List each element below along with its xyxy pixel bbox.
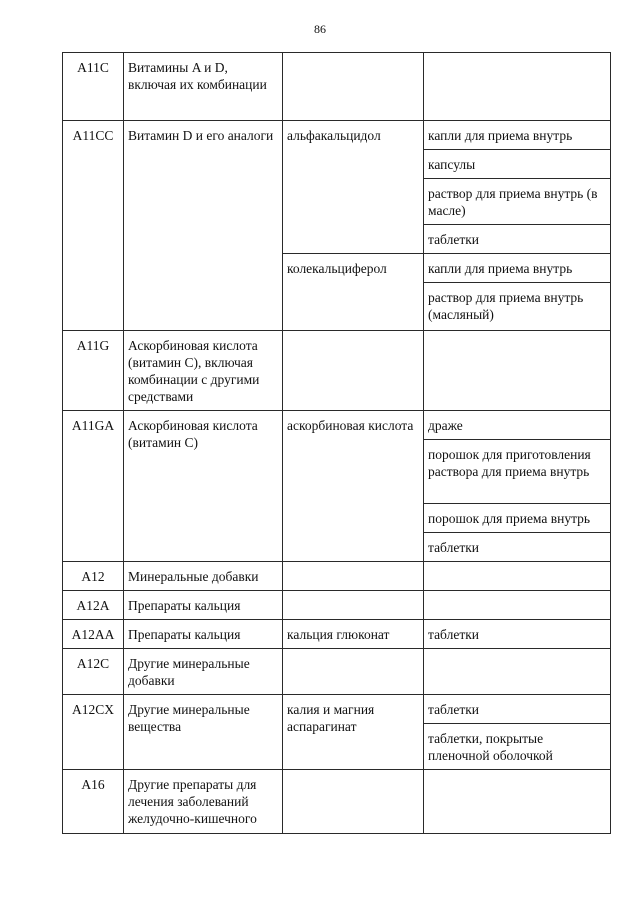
table-row bbox=[63, 649, 611, 695]
page-number: 86 bbox=[314, 22, 326, 36]
table-row bbox=[63, 562, 611, 591]
dosage-form-cell bbox=[424, 591, 611, 620]
substance-cell: аскорбиновая кислота bbox=[283, 411, 424, 562]
dosage-form-cell bbox=[424, 649, 611, 695]
group-name-cell: Аскорбиновая кислота (витамин C), включая комбинации с другими средствами bbox=[124, 331, 283, 411]
dosage-form-cell: таблетки, покрытые пленочной оболочкой bbox=[424, 724, 611, 770]
substance-cell bbox=[283, 331, 424, 411]
group-name-cell: Витамин D и его аналоги bbox=[124, 121, 283, 331]
atc-code-cell: A12A bbox=[63, 591, 124, 620]
group-name-cell: Другие минеральные добавки bbox=[124, 649, 283, 695]
dosage-form-cell bbox=[424, 770, 611, 834]
substance-cell: альфакальцидол bbox=[283, 121, 424, 254]
atc-code-cell: A12 bbox=[63, 562, 124, 591]
dosage-form-cell bbox=[424, 53, 611, 121]
dosage-form-cell: таблетки bbox=[424, 695, 611, 724]
table-row bbox=[63, 695, 611, 724]
dosage-form-cell: драже bbox=[424, 411, 611, 440]
table-row bbox=[63, 770, 611, 834]
atc-code-cell: A11CC bbox=[63, 121, 124, 331]
dosage-form-cell: раствор для приема внутрь (масляный) bbox=[424, 283, 611, 331]
dosage-form-cell bbox=[424, 562, 611, 591]
group-name-cell: Аскорбиновая кислота (витамин C) bbox=[124, 411, 283, 562]
dosage-form-cell: капли для приема внутрь bbox=[424, 254, 611, 283]
atc-code-cell: A11GA bbox=[63, 411, 124, 562]
table-row bbox=[63, 53, 611, 121]
dosage-form-cell: порошок для приготовления раствора для приема внутрь bbox=[424, 440, 611, 504]
substance-cell bbox=[283, 562, 424, 591]
substance-cell bbox=[283, 770, 424, 834]
group-name-cell: Препараты кальция bbox=[124, 620, 283, 649]
atc-code-cell: A11C bbox=[63, 53, 124, 121]
dosage-form-cell: порошок для приема внутрь bbox=[424, 504, 611, 533]
table-row bbox=[63, 121, 611, 150]
atc-code-cell: A16 bbox=[63, 770, 124, 834]
substance-cell bbox=[283, 649, 424, 695]
substance-cell bbox=[283, 53, 424, 121]
table-row bbox=[63, 620, 611, 649]
group-name-cell: Другие препараты для лечения заболеваний желудочно-кишечного bbox=[124, 770, 283, 834]
dosage-form-cell: таблетки bbox=[424, 225, 611, 254]
substance-cell bbox=[283, 591, 424, 620]
atc-code-cell: A12AA bbox=[63, 620, 124, 649]
substance-cell: калия и магния аспарагинат bbox=[283, 695, 424, 770]
drug-table-body bbox=[63, 53, 611, 834]
group-name-cell: Минеральные добавки bbox=[124, 562, 283, 591]
group-name-cell: Препараты кальция bbox=[124, 591, 283, 620]
dosage-form-cell: раствор для приема внутрь (в масле) bbox=[424, 179, 611, 225]
group-name-cell: Витамины A и D, включая их комбинации bbox=[124, 53, 283, 121]
table-row bbox=[63, 331, 611, 411]
dosage-form-cell: капсулы bbox=[424, 150, 611, 179]
dosage-form-cell: таблетки bbox=[424, 620, 611, 649]
table-row bbox=[63, 411, 611, 440]
drug-table bbox=[62, 52, 611, 834]
dosage-form-cell: капли для приема внутрь bbox=[424, 121, 611, 150]
atc-code-cell: A12CX bbox=[63, 695, 124, 770]
dosage-form-cell bbox=[424, 331, 611, 411]
substance-cell: кальция глюконат bbox=[283, 620, 424, 649]
atc-code-cell: A12C bbox=[63, 649, 124, 695]
atc-code-cell: A11G bbox=[63, 331, 124, 411]
dosage-form-cell: таблетки bbox=[424, 533, 611, 562]
substance-cell: колекальциферол bbox=[283, 254, 424, 331]
group-name-cell: Другие минеральные вещества bbox=[124, 695, 283, 770]
table-row bbox=[63, 591, 611, 620]
